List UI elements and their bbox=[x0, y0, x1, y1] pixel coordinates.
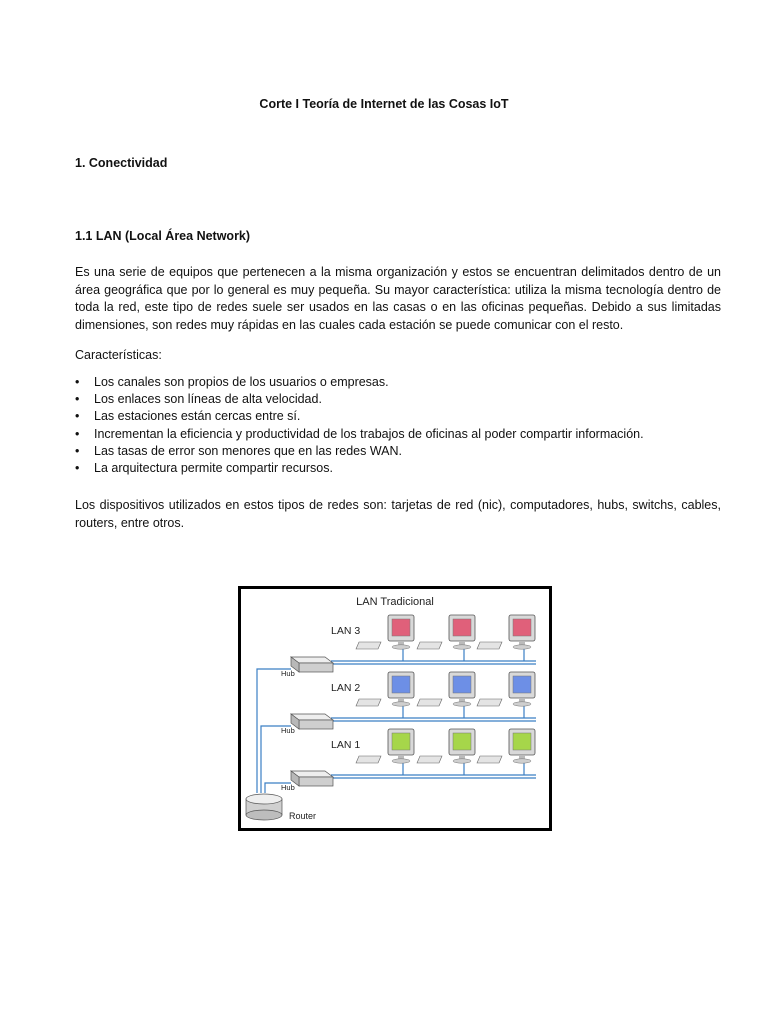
section-heading-conectividad: 1. Conectividad bbox=[75, 156, 168, 170]
monitor-neck bbox=[519, 641, 525, 645]
monitor-base bbox=[453, 759, 471, 763]
monitor-base bbox=[392, 759, 410, 763]
list-item: • La arquitectura permite compartir recursos. bbox=[75, 460, 735, 477]
hub-label: Hub bbox=[281, 726, 295, 735]
monitor-neck bbox=[398, 698, 404, 702]
monitor-neck bbox=[459, 641, 465, 645]
keyboard bbox=[417, 756, 442, 763]
list-item: • Las tasas de error son menores que en las redes WAN. bbox=[75, 443, 735, 460]
monitor-base bbox=[513, 645, 531, 649]
monitor-neck bbox=[398, 755, 404, 759]
lan-label: LAN 1 bbox=[331, 739, 361, 751]
monitor-base bbox=[392, 702, 410, 706]
keyboard bbox=[356, 699, 381, 706]
monitor-screen bbox=[453, 676, 471, 693]
hub-front bbox=[299, 663, 333, 672]
monitor-base bbox=[513, 759, 531, 763]
hub-front bbox=[299, 720, 333, 729]
monitor-screen bbox=[453, 619, 471, 636]
document-title: Corte I Teoría de Internet de las Cosas IoT bbox=[259, 97, 509, 111]
monitor-base bbox=[392, 645, 410, 649]
monitor-base bbox=[453, 645, 471, 649]
list-item: • Las estaciones están cercas entre sí. bbox=[75, 408, 735, 425]
monitor-screen bbox=[392, 619, 410, 636]
monitor-screen bbox=[453, 733, 471, 750]
monitor-screen bbox=[392, 733, 410, 750]
list-item: • Los canales son propios de los usuarios o empresas. bbox=[75, 374, 735, 391]
hub-front bbox=[299, 777, 333, 786]
hub-label: Hub bbox=[281, 669, 295, 678]
router-bottom bbox=[246, 810, 282, 820]
characteristics-list bbox=[75, 374, 735, 477]
monitor-screen bbox=[513, 676, 531, 693]
list-item: • Incrementan la eficiencia y productividad de los trabajos de oficinas al poder compartir información. bbox=[75, 426, 735, 443]
monitor-neck bbox=[398, 641, 404, 645]
monitor-screen bbox=[392, 676, 410, 693]
monitor-neck bbox=[459, 755, 465, 759]
keyboard bbox=[356, 756, 381, 763]
keyboard bbox=[356, 642, 381, 649]
characteristics-label: Características: bbox=[75, 348, 162, 362]
router-top bbox=[246, 794, 282, 804]
lan-description-paragraph: Es una serie de equipos que pertenecen a la misma organización y estos se encuentran delimitados dentro de un área geográfica que por lo general es muy pequeña. Su mayor característica: utiliza la misma tecnología dentro de toda la red, este tipo de redes suele ser usados en las casas o en las oficinas pequeñas. Debido a sus limitadas dimensiones, son redes muy rápidas en las cuales cada estación se puede comunicar con el resto. bbox=[75, 265, 721, 332]
lan-label: LAN 3 bbox=[331, 625, 361, 637]
keyboard bbox=[477, 756, 502, 763]
monitor-base bbox=[513, 702, 531, 706]
lan-diagram-figure bbox=[238, 586, 552, 831]
keyboard bbox=[477, 699, 502, 706]
monitor-screen bbox=[513, 619, 531, 636]
hub-label: Hub bbox=[281, 783, 295, 792]
keyboard bbox=[417, 642, 442, 649]
devices-paragraph: Los dispositivos utilizados en estos tipos de redes son: tarjetas de red (nic), computadores, hubs, switchs, cables, routers, entre otros. bbox=[75, 498, 721, 530]
monitor-screen bbox=[513, 733, 531, 750]
monitor-neck bbox=[519, 755, 525, 759]
section-heading-lan: 1.1 LAN (Local Área Network) bbox=[75, 229, 251, 243]
diagram-title: LAN Tradicional bbox=[356, 596, 434, 608]
lan-diagram bbox=[241, 589, 549, 828]
router-label: Router bbox=[289, 811, 317, 821]
monitor-neck bbox=[459, 698, 465, 702]
keyboard bbox=[417, 699, 442, 706]
list-item: • Los enlaces son líneas de alta velocidad. bbox=[75, 391, 735, 408]
lan-label: LAN 2 bbox=[331, 682, 361, 694]
keyboard bbox=[477, 642, 502, 649]
monitor-neck bbox=[519, 698, 525, 702]
monitor-base bbox=[453, 702, 471, 706]
